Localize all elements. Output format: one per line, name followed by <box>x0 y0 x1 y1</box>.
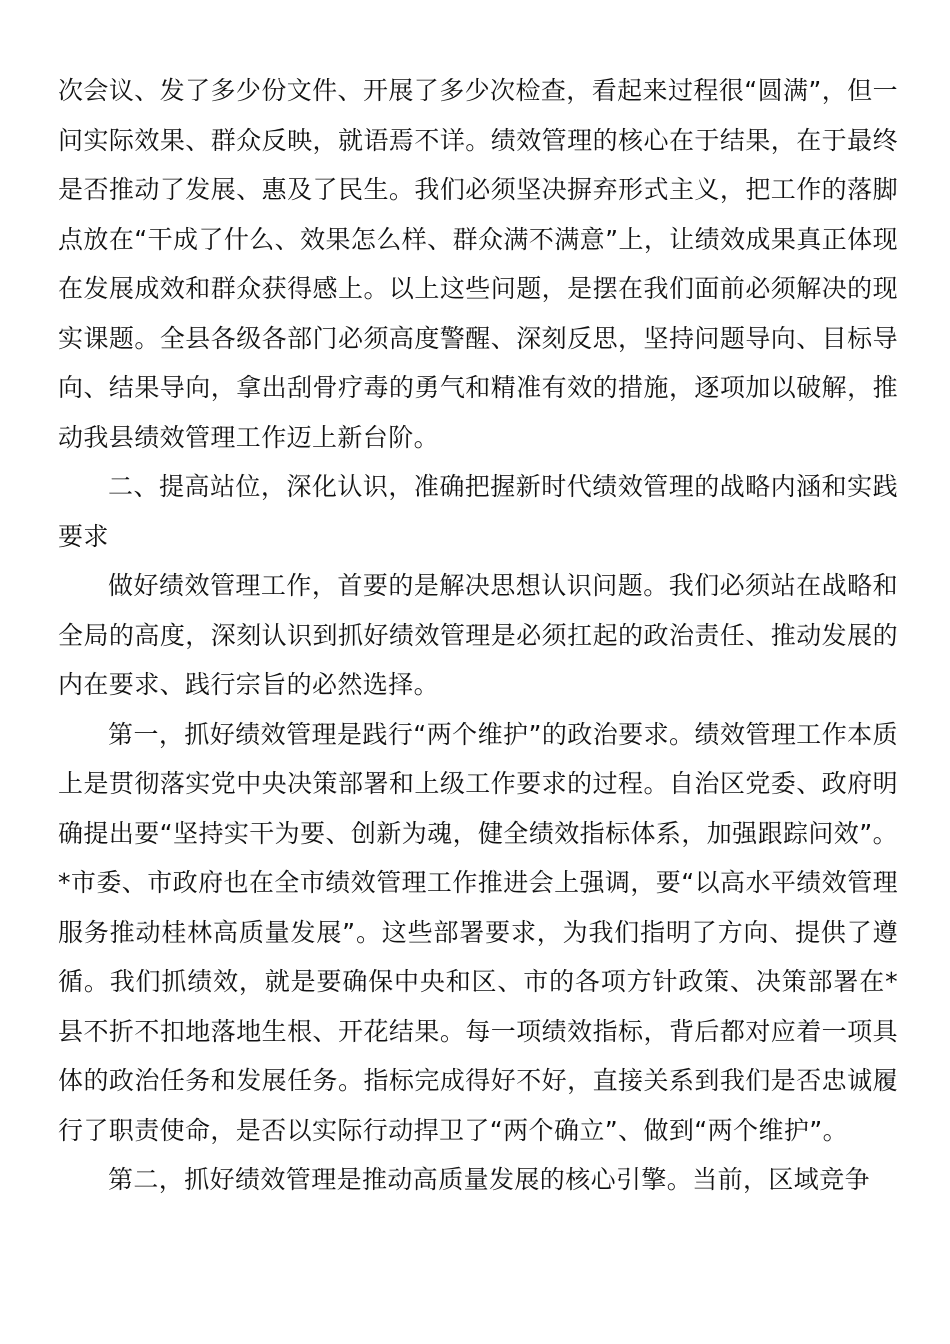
paragraph-point-two: 第二，抓好绩效管理是推动高质量发展的核心引擎。当前，区域竞争 <box>108 1165 871 1194</box>
paragraph-continuation: 次会议、发了多少份文件、开展了多少次检查，看起来过程很“圆满”，但一问实际效果、群众反映，就语焉不详。绩效管理的核心在于结果，在于最终是否推动了发展、惠及了民生。我们必须坚决摒弃形式主义，把工作的落脚点放在“干成了什么、效果怎么样、群众满不满意”上，让绩效成果真正体现在发展成效和群众获得感上。以上这些问题，是摆在我们面前必须解决的现实课题。全县各级各部门必须高度警醒、深刻反思，坚持问题导向、目标导向、结果导向，拿出刮骨疗毒的勇气和精准有效的措施，逐项加以破解，推动我县绩效管理工作迈上新台阶。 <box>58 76 898 452</box>
paragraph-intro: 做好绩效管理工作，首要的是解决思想认识问题。我们必须站在战略和全局的高度，深刻认识到抓好绩效管理是必须扛起的政治责任、推动发展的内在要求、践行宗旨的必然选择。 <box>58 571 898 699</box>
document-body <box>58 66 898 1205</box>
paragraph-point-one: 第一，抓好绩效管理是践行“两个维护”的政治要求。绩效管理工作本质上是贯彻落实党中央决策部署和上级工作要求的过程。自治区党委、政府明确提出要“坚持实干为要、创新为魂，健全绩效指标体系，加强跟踪问效”。*市委、市政府也在全市绩效管理工作推进会上强调，要“以高水平绩效管理服务推动桂林高质量发展”。这些部署要求，为我们指明了方向、提供了遵循。我们抓绩效，就是要确保中央和区、市的各项方针政策、决策部署在*县不折不扣地落地生根、开花结果。每一项绩效指标，背后都对应着一项具体的政治任务和发展任务。指标完成得好不好，直接关系到我们是否忠诚履行了职责使命，是否以实际行动捍卫了“两个确立”、做到“两个维护”。 <box>58 719 898 1145</box>
section-heading: 二、提高站位，深化认识，准确把握新时代绩效管理的战略内涵和实践要求 <box>58 472 898 551</box>
